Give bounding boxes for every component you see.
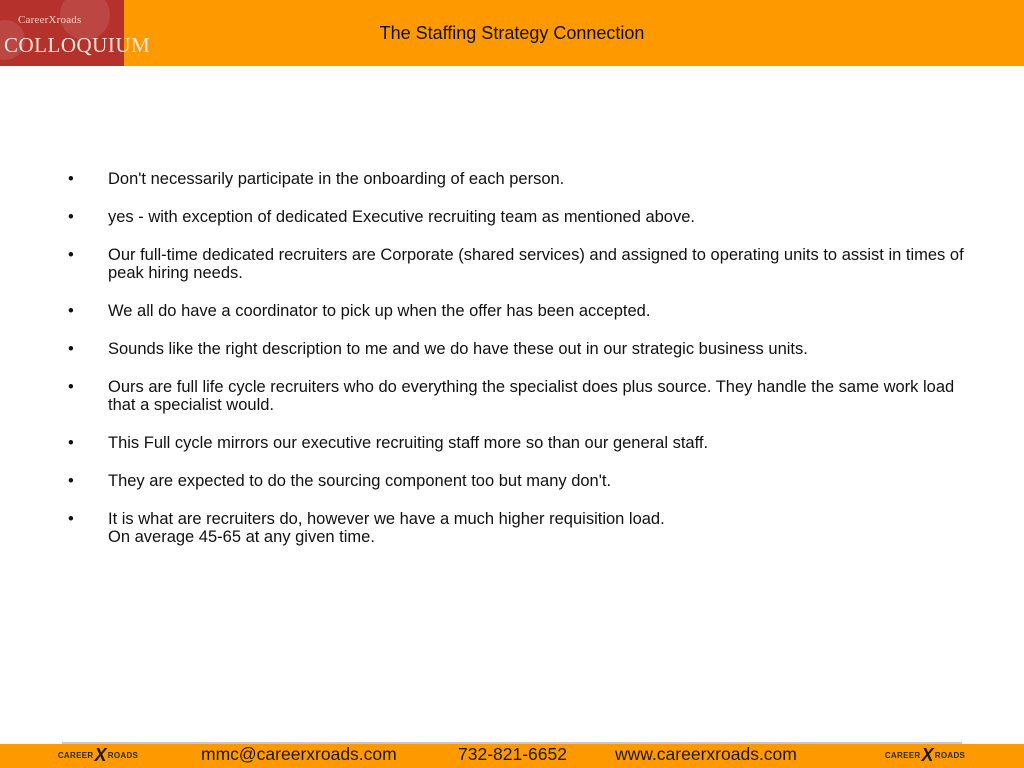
bullet-item xyxy=(68,170,978,188)
bullet-text: This Full cycle mirrors our executive recruiting staff more so than our general staff. xyxy=(108,434,709,452)
bullet-item xyxy=(68,302,978,320)
bullet-text: yes - with exception of dedicated Executive recruiting team as mentioned above. xyxy=(108,208,695,226)
footer-email[interactable]: mmc@careerxroads.com xyxy=(201,744,397,764)
bullet-symbol: • xyxy=(68,472,74,490)
bullet-text: Sounds like the right description to me and we do have these out in our strategic business units. xyxy=(108,340,808,358)
bullet-symbol: • xyxy=(68,510,74,528)
bullet-item xyxy=(68,510,978,546)
bullet-text: Don't necessarily participate in the onboarding of each person. xyxy=(108,170,565,188)
bullet-item xyxy=(68,378,978,414)
careerxroads-brand-logo-left: CAREER X ROADS xyxy=(57,744,139,765)
bullet-symbol: • xyxy=(68,208,74,226)
bullet-item xyxy=(68,472,978,490)
bullet-text: They are expected to do the sourcing component too but many don't. xyxy=(108,472,612,490)
bullet-item xyxy=(68,246,978,282)
bullet-item xyxy=(68,340,978,358)
bullet-symbol: • xyxy=(68,302,74,320)
bullet-text: It is what are recruiters do, however we have a much higher requisition load. On average 45-65 at any given time. xyxy=(108,510,665,546)
logo-line1: CareerXroads xyxy=(18,14,82,26)
bullet-item xyxy=(68,434,978,452)
bullet-item xyxy=(68,208,978,226)
bullet-text: Our full-time dedicated recruiters are Corporate (shared services) and assigned to operating units to assist in times of peak hiring needs. xyxy=(108,246,964,282)
bullet-symbol: • xyxy=(68,378,74,396)
bullet-text: Ours are full life cycle recruiters who do everything the specialist does plus source. They handle the same work load that a specialist would. xyxy=(108,378,955,414)
slide-title: The Staffing Strategy Connection xyxy=(379,23,645,43)
bullet-text: We all do have a coordinator to pick up when the offer has been accepted. xyxy=(108,302,651,320)
bullet-symbol: • xyxy=(68,434,74,452)
bullet-symbol: • xyxy=(68,170,74,188)
bullet-list xyxy=(68,170,978,566)
bullet-symbol: • xyxy=(68,340,74,358)
careerxroads-brand-logo-right: CAREER X ROADS xyxy=(884,744,966,765)
footer-phone: 732-821-6652 xyxy=(458,744,567,764)
logo-line2: COLLOQUIUM xyxy=(4,33,151,57)
bullet-symbol: • xyxy=(68,246,74,264)
footer-website[interactable]: www.careerxroads.com xyxy=(615,744,797,764)
